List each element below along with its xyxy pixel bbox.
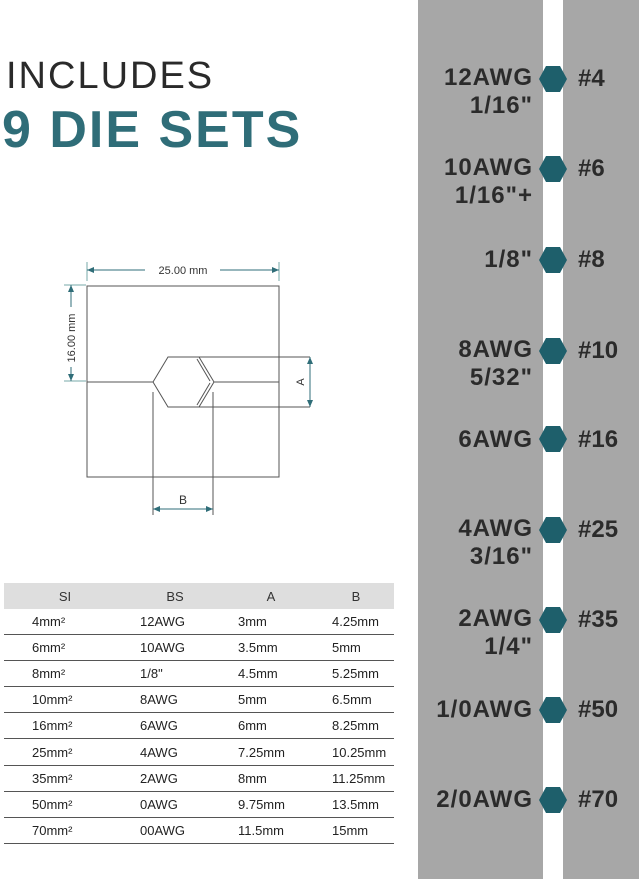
hex-die-icon	[538, 785, 568, 815]
awg-label: 6AWG	[458, 426, 533, 453]
die-size-panel	[418, 0, 639, 879]
die-spec-table	[4, 583, 394, 844]
cell-b: 5mm	[318, 635, 394, 661]
cell-si: 25mm²	[4, 739, 126, 765]
hex-die-icon	[538, 336, 568, 366]
cell-bs: 8AWG	[126, 687, 224, 713]
cell-si: 8mm²	[4, 661, 126, 687]
table-row	[4, 791, 394, 817]
hex-die-icon	[538, 245, 568, 275]
cell-si: 10mm²	[4, 687, 126, 713]
cell-bs: 6AWG	[126, 713, 224, 739]
cell-a: 9.75mm	[224, 791, 318, 817]
cell-b: 5.25mm	[318, 661, 394, 687]
dimension-b-label: B	[178, 493, 188, 507]
table-row	[4, 661, 394, 687]
cell-a: 5mm	[224, 687, 318, 713]
awg-label: 12AWG 1/16"	[443, 64, 533, 119]
cell-si: 50mm²	[4, 791, 126, 817]
cell-b: 10.25mm	[318, 739, 394, 765]
table-row	[4, 609, 394, 635]
die-number: #50	[578, 696, 619, 723]
heading-includes: INCLUDES	[6, 55, 215, 97]
cell-b: 8.25mm	[318, 713, 394, 739]
cell-a: 8mm	[224, 765, 318, 791]
cell-b: 4.25mm	[318, 609, 394, 635]
header-a: A	[224, 583, 318, 609]
cell-si: 6mm²	[4, 635, 126, 661]
cell-b: 15mm	[318, 817, 394, 843]
cell-si: 70mm²	[4, 817, 126, 843]
cell-b: 6.5mm	[318, 687, 394, 713]
cell-bs: 12AWG	[126, 609, 224, 635]
awg-label: 8AWG 5/32"	[458, 336, 533, 391]
width-dimension-label: 25.00 mm	[158, 265, 208, 277]
awg-label: 10AWG 1/16"+	[443, 154, 533, 209]
cell-si: 35mm²	[4, 765, 126, 791]
cell-a: 4.5mm	[224, 661, 318, 687]
cell-a: 11.5mm	[224, 817, 318, 843]
table-row	[4, 765, 394, 791]
die-number: #35	[578, 606, 619, 633]
hex-die-icon	[538, 154, 568, 184]
cell-b: 13.5mm	[318, 791, 394, 817]
die-number: #10	[578, 337, 619, 364]
table-row	[4, 635, 394, 661]
dimension-a-label: A	[295, 378, 307, 386]
awg-label: 1/0AWG	[436, 696, 533, 723]
cell-bs: 00AWG	[126, 817, 224, 843]
cell-a: 3.5mm	[224, 635, 318, 661]
table-row	[4, 687, 394, 713]
cell-b: 11.25mm	[318, 765, 394, 791]
awg-label: 2AWG 1/4"	[458, 605, 533, 660]
die-number: #70	[578, 786, 619, 813]
height-dimension-label: 16.00 mm	[66, 313, 78, 363]
awg-label: 4AWG 3/16"	[458, 515, 533, 570]
hex-die-icon	[538, 64, 568, 94]
die-number: #16	[578, 426, 619, 453]
die-number: #8	[578, 246, 605, 273]
table-row	[4, 713, 394, 739]
hex-die-icon	[538, 515, 568, 545]
cell-si: 4mm²	[4, 609, 126, 635]
table-row	[4, 817, 394, 843]
table-row	[4, 739, 394, 765]
cell-bs: 2AWG	[126, 765, 224, 791]
header-bs: BS	[126, 583, 224, 609]
awg-label: 2/0AWG	[436, 786, 533, 813]
header-si: SI	[4, 583, 126, 609]
awg-label: 1/8"	[484, 246, 533, 273]
hex-die-icon	[538, 424, 568, 454]
hex-die-icon	[538, 695, 568, 725]
hex-die-icon	[538, 605, 568, 635]
cell-bs: 1/8"	[126, 661, 224, 687]
cell-a: 7.25mm	[224, 739, 318, 765]
table-header-row	[4, 583, 394, 609]
die-dimension-diagram	[50, 255, 350, 525]
cell-bs: 4AWG	[126, 739, 224, 765]
cell-bs: 0AWG	[126, 791, 224, 817]
cell-si: 16mm²	[4, 713, 126, 739]
die-number: #25	[578, 516, 619, 543]
cell-a: 6mm	[224, 713, 318, 739]
cell-a: 3mm	[224, 609, 318, 635]
cell-bs: 10AWG	[126, 635, 224, 661]
die-number: #4	[578, 65, 605, 92]
heading-die-sets: 9 DIE SETS	[2, 101, 303, 159]
die-number: #6	[578, 155, 605, 182]
header-b: B	[318, 583, 394, 609]
